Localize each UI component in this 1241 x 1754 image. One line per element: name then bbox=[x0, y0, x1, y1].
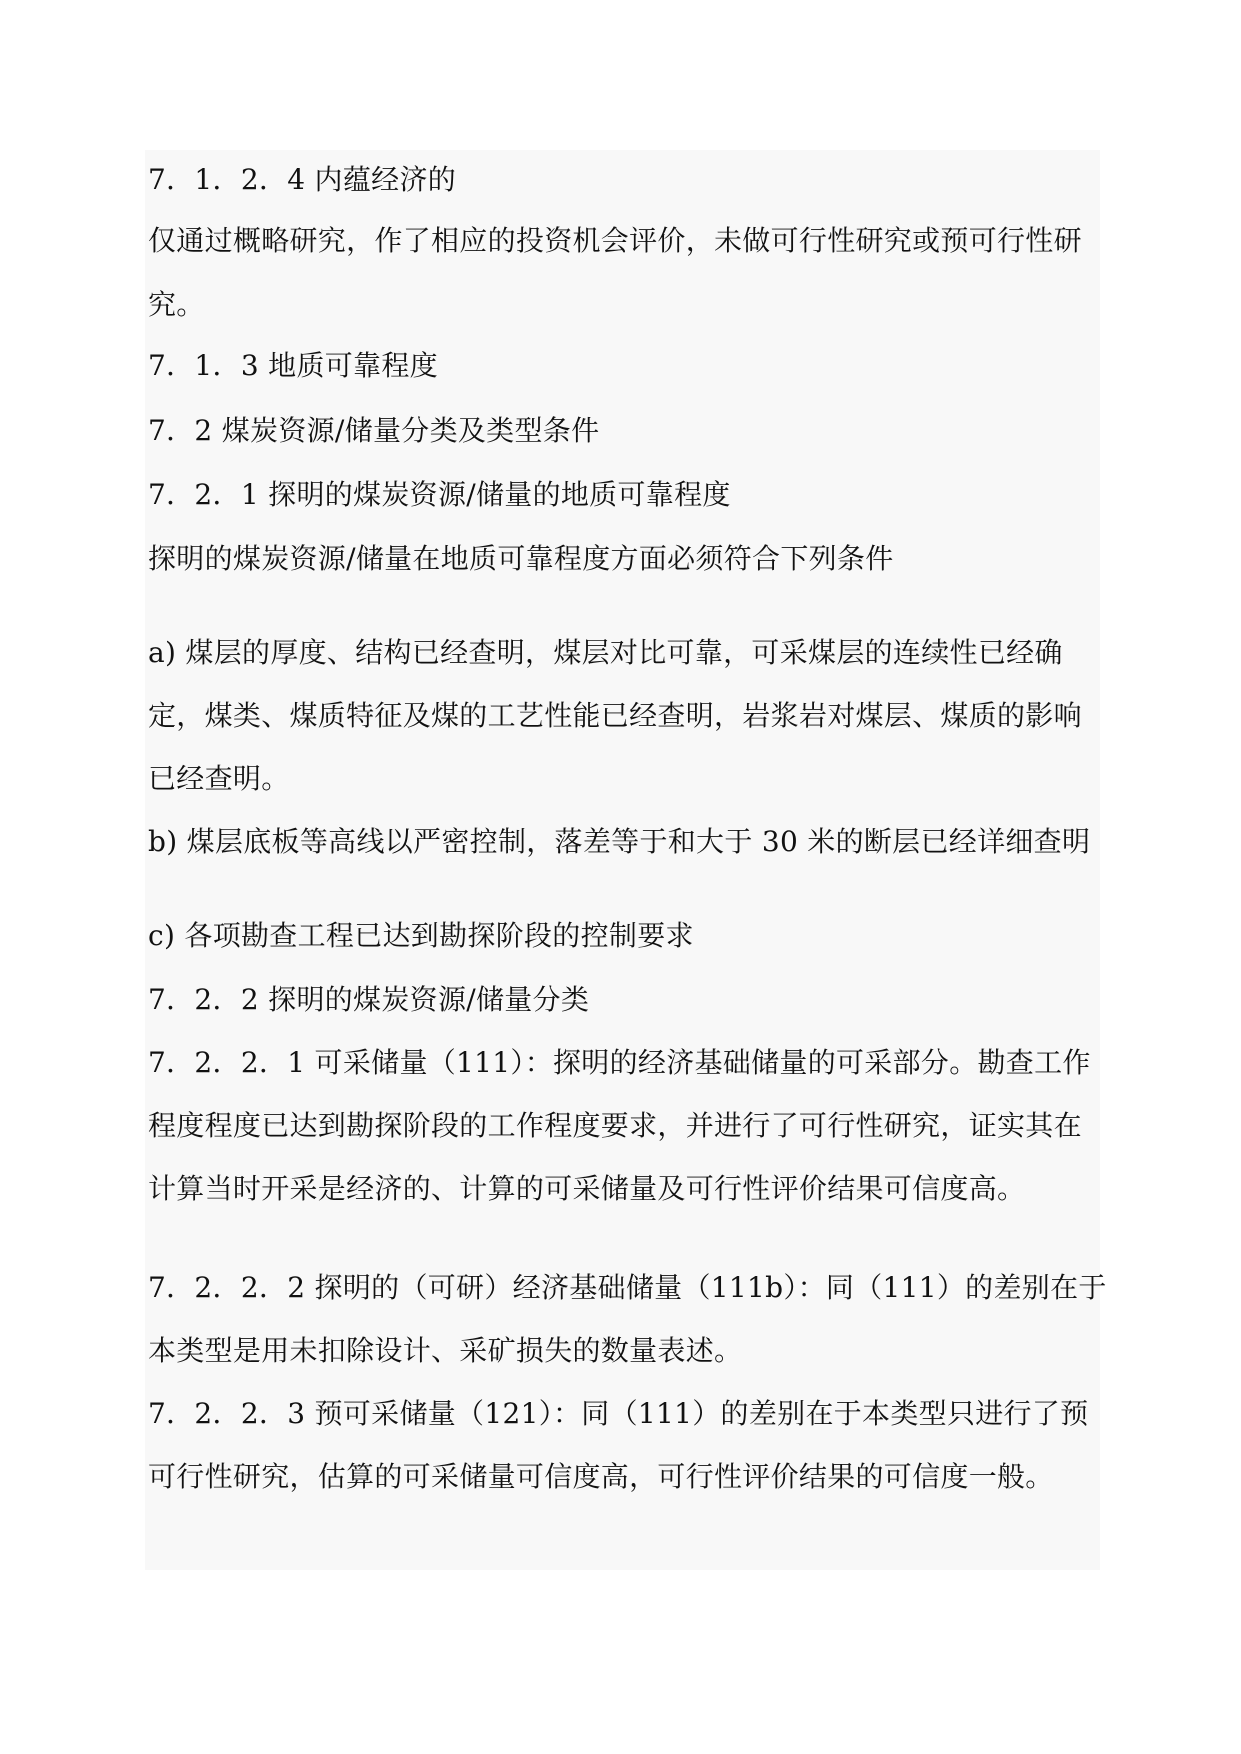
paragraph-line: 本类型是用未扣除设计、采矿损失的数量表述。 bbox=[148, 1334, 743, 1367]
list-item-c: c) 各项勘查工程已达到勘探阶段的控制要求 bbox=[148, 919, 694, 952]
heading-7-2-2-1: 7．2．2．1 可采储量（111）：探明的经济基础储量的可采部分。勘查工作 bbox=[148, 1046, 1091, 1079]
heading-7-2-2-2: 7．2．2．2 探明的（可研）经济基础储量（111b）：同（111）的差别在于 bbox=[148, 1271, 1107, 1304]
paragraph-line: 探明的煤炭资源/储量在地质可靠程度方面必须符合下列条件 bbox=[148, 542, 894, 575]
paragraph-line: 程度程度已达到勘探阶段的工作程度要求，并进行了可行性研究，证实其在 bbox=[148, 1109, 1082, 1142]
list-item-a: a) 煤层的厚度、结构已经查明，煤层对比可靠，可采煤层的连续性已经确 bbox=[148, 636, 1063, 669]
paragraph-line: 究。 bbox=[148, 288, 205, 321]
document-page bbox=[145, 150, 1107, 1570]
list-item-b: b) 煤层底板等高线以严密控制，落差等于和大于 30 米的断层已经详细查明 bbox=[148, 825, 1091, 858]
heading-7-2: 7．2 煤炭资源/储量分类及类型条件 bbox=[148, 414, 600, 447]
heading-7-2-2: 7．2．2 探明的煤炭资源/储量分类 bbox=[148, 983, 590, 1016]
paragraph-line: 仅通过概略研究，作了相应的投资机会评价，未做可行性研究或预可行性研 bbox=[148, 224, 1082, 257]
list-item-a-cont: 定，煤类、煤质特征及煤的工艺性能已经查明，岩浆岩对煤层、煤质的影响 bbox=[148, 699, 1082, 732]
paragraph-line: 计算当时开采是经济的、计算的可采储量及可行性评价结果可信度高。 bbox=[148, 1172, 1026, 1205]
heading-7-1-3: 7．1．3 地质可靠程度 bbox=[148, 349, 438, 382]
heading-7-2-1: 7．2．1 探明的煤炭资源/储量的地质可靠程度 bbox=[148, 478, 731, 511]
list-item-a-cont: 已经查明。 bbox=[148, 762, 290, 795]
paragraph-line: 可行性研究，估算的可采储量可信度高，可行性评价结果的可信度一般。 bbox=[148, 1460, 1054, 1493]
heading-7-1-2-4: 7．1．2．4 内蕴经济的 bbox=[148, 163, 457, 196]
heading-7-2-2-3: 7．2．2．3 预可采储量（121）：同（111）的差别在于本类型只进行了预 bbox=[148, 1397, 1089, 1430]
